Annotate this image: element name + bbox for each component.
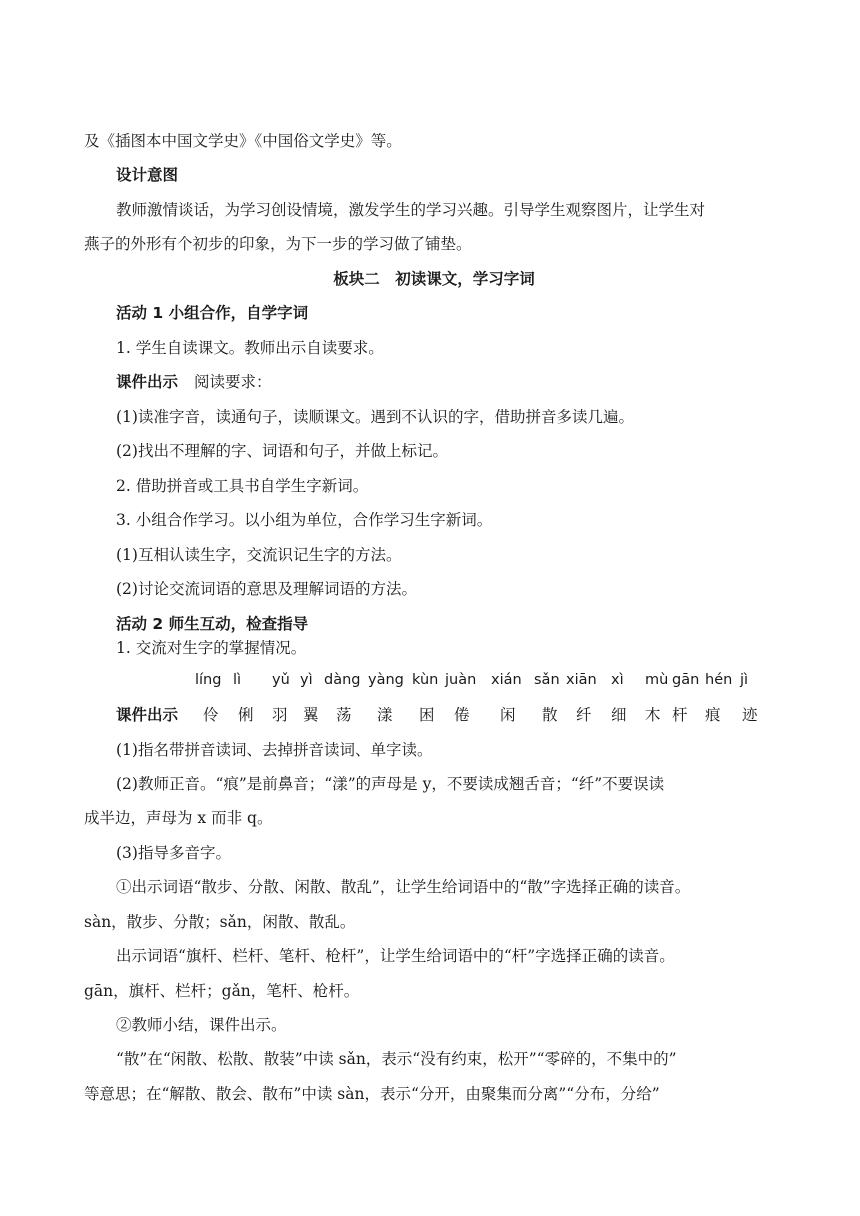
- text-line: 成半边，声母为 x 而非 q。: [84, 809, 273, 827]
- text-line: (3)指导多音字。: [116, 844, 231, 862]
- text-line: 出示词语“旗杆、栏杆、笔杆、枪杆”，让学生给词语中的“杆”字选择正确的读音。: [116, 947, 675, 965]
- activity-heading: 活动 2 师生互动，检查指导: [116, 615, 309, 633]
- pinyin: hén: [705, 672, 733, 688]
- pinyin: yì: [300, 672, 313, 688]
- character: 羽: [272, 706, 288, 724]
- pinyin: xián: [491, 672, 522, 688]
- courseware-line: [116, 371, 784, 393]
- text-line: ①出示词语“散步、分散、闲散、散乱”，让学生给词语中的“散”字选择正确的读音。: [116, 878, 691, 896]
- character: 闲: [500, 706, 516, 724]
- text-line: (2)教师正音。“痕”是前鼻音；“漾”的声母是 y，不要读成翘舌音；“纤”不要误读: [116, 775, 665, 793]
- text-line: “散”在“闲散、松散、散装”中读 sǎn，表示“没有约束，松开”“零碎的，不集中的”: [116, 1050, 677, 1068]
- text-line: 2. 借助拼音或工具书自学生字新词。: [116, 477, 369, 495]
- character: 俐: [238, 706, 254, 724]
- character: 翼: [303, 706, 319, 724]
- courseware-label: 课件出示: [116, 706, 179, 724]
- text-line: ②教师小结，课件出示。: [116, 1016, 287, 1034]
- courseware-label: 课件出示: [116, 373, 179, 391]
- character: 荡: [336, 706, 352, 724]
- text-line: gān，旗杆、栏杆；gǎn，笔杆、枪杆。: [84, 982, 360, 1000]
- character-row: [0, 703, 860, 727]
- pinyin: xì: [611, 672, 624, 688]
- pinyin: gān: [672, 672, 700, 688]
- text-line: (1)指名带拼音读词、去掉拼音读词、单字读。: [116, 741, 433, 759]
- text-line: 及《插图本中国文学史》《中国俗文学史》等。: [84, 132, 402, 150]
- character: 伶: [203, 706, 219, 724]
- pinyin: kùn: [412, 672, 439, 688]
- pinyin: xiān: [566, 672, 597, 688]
- heading-design-intent: 设计意图: [116, 166, 179, 184]
- text-line: 燕子的外形有个初步的印象，为下一步的学习做了铺垫。: [84, 235, 472, 253]
- character: 倦: [454, 706, 470, 724]
- character: 纤: [576, 706, 592, 724]
- section-title: 板块二 初读课文，学习字词: [333, 270, 535, 288]
- character: 迹: [742, 706, 758, 724]
- text-line: 3. 小组合作学习。以小组为单位，合作学习生字新词。: [116, 511, 493, 529]
- character: 杆: [672, 706, 688, 724]
- pinyin-row: [0, 672, 860, 694]
- text-line: 1. 学生自读课文。教师出示自读要求。: [116, 339, 384, 357]
- character: 困: [419, 706, 435, 724]
- pinyin: yàng: [368, 672, 404, 688]
- pinyin: dàng: [324, 672, 361, 688]
- character: 漾: [377, 706, 393, 724]
- text-line: (1)读准字音，读通句子，读顺课文。遇到不认识的字，借助拼音多读几遍。: [116, 408, 634, 426]
- pinyin: yǔ: [272, 672, 290, 688]
- pinyin: jì: [740, 672, 749, 688]
- pinyin: mù: [645, 672, 669, 688]
- text-line: (2)讨论交流词语的意思及理解词语的方法。: [116, 580, 417, 598]
- pinyin: juàn: [445, 672, 477, 688]
- character: 散: [542, 706, 558, 724]
- text-line: (2)找出不理解的字、词语和句子，并做上标记。: [116, 442, 448, 460]
- reading-requirements-label: 阅读要求：: [194, 373, 272, 391]
- activity-heading: 活动 1 小组合作，自学字词: [116, 304, 309, 322]
- text-line: (1)互相认读生字，交流识记生字的方法。: [116, 546, 402, 564]
- text-line: 等意思；在“解散、散会、散布”中读 sàn，表示“分开，由聚集而分离”“分布，分给”: [84, 1085, 660, 1103]
- character: 细: [611, 706, 627, 724]
- text-line: 教师激情谈话，为学习创设情境，激发学生的学习兴趣。引导学生观察图片，让学生对: [116, 201, 706, 219]
- pinyin: líng: [195, 672, 222, 688]
- character: 痕: [705, 706, 721, 724]
- pinyin: sǎn: [534, 672, 560, 688]
- pinyin: lì: [233, 672, 242, 688]
- text-line: sàn，散步、分散；sǎn，闲散、散乱。: [84, 913, 356, 931]
- text-line: 1. 交流对生字的掌握情况。: [116, 639, 307, 657]
- character: 木: [645, 706, 661, 724]
